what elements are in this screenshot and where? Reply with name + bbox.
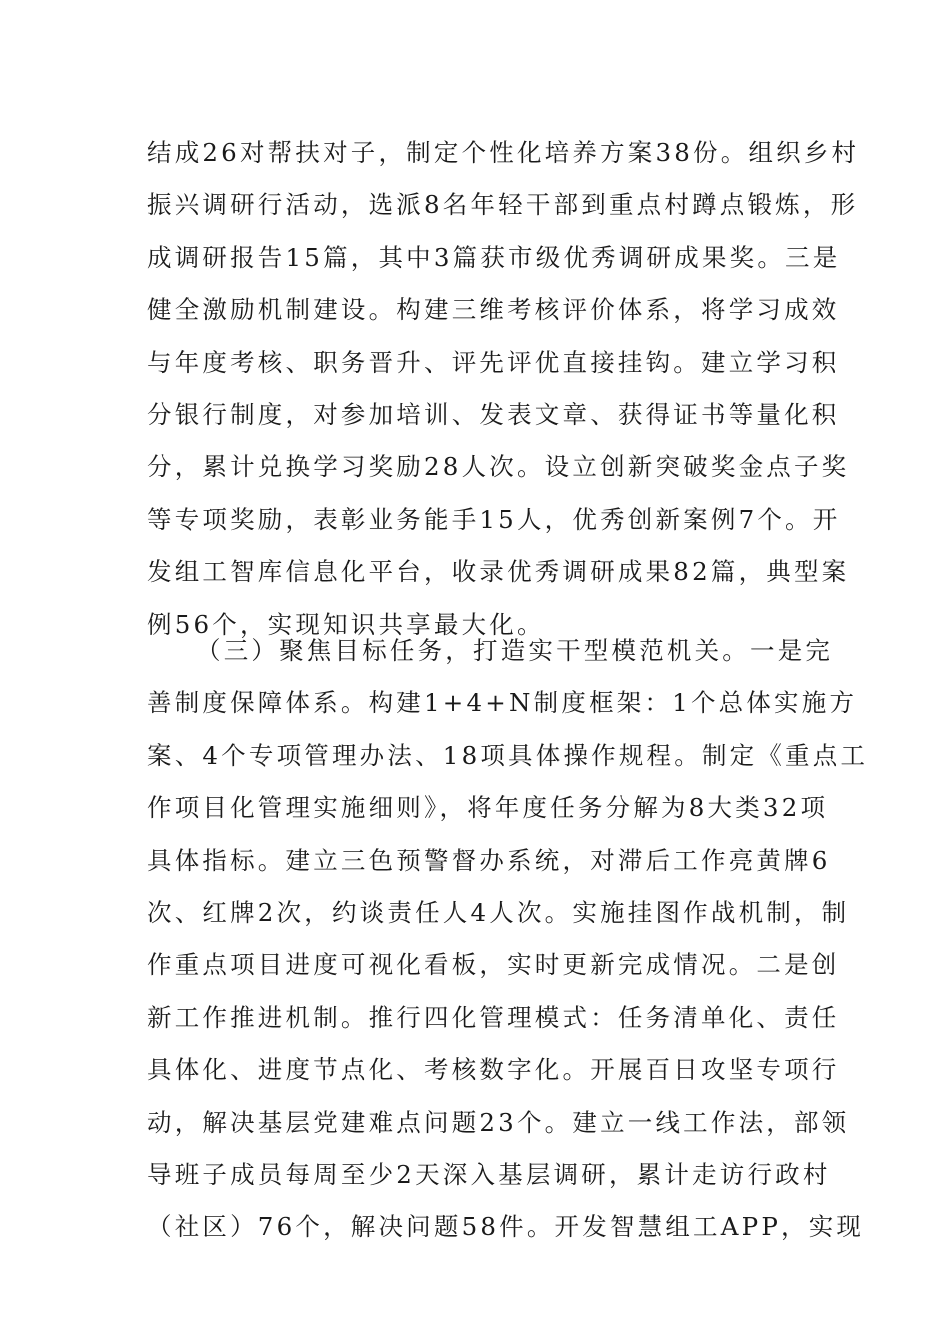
paragraph-2-line: 导班子成员每周至少2天深入基层调研，累计走访行政村 bbox=[147, 1159, 831, 1189]
paragraph-1-line: 分，累计兑换学习奖励28人次。设立创新突破奖金点子奖 bbox=[147, 452, 850, 482]
paragraph-2-line: 案、4个专项管理办法、18项具体操作规程。制定《重点工 bbox=[147, 740, 869, 770]
paragraph-1-line: 结成26对帮扶对子，制定个性化培养方案38份。组织乡村 bbox=[147, 138, 860, 167]
paragraph-2-line: 动，解决基层党建难点问题23个。建立一线工作法，部领 bbox=[147, 1107, 850, 1137]
paragraph-1-line: 振兴调研行活动，选派8名年轻干部到重点村蹲点锻炼，形 bbox=[147, 190, 859, 220]
paragraph-2-line: （社区）76个，解决问题58件。开发智慧组工APP，实现 bbox=[147, 1212, 865, 1242]
paragraph-1-line: 例56个，实现知识共享最大化。 bbox=[147, 609, 545, 639]
paragraph-2 bbox=[147, 625, 869, 1254]
paragraph-2-line: 具体化、进度节点化、考核数字化。开展百日攻坚专项行 bbox=[147, 1055, 840, 1085]
paragraph-1-line: 与年度考核、职务晋升、评先评优直接挂钩。建立学习积 bbox=[147, 347, 840, 377]
paragraph-2-line: 新工作推进机制。推行四化管理模式：任务清单化、责任 bbox=[147, 1002, 840, 1032]
paragraph-2-first-line: （三）聚焦目标任务，打造实干型模范机关。一是完 bbox=[196, 636, 834, 665]
paragraph-1-line: 成调研报告15篇，其中3篇获市级优秀调研成果奖。三是 bbox=[147, 242, 841, 272]
paragraph-2-line: 善制度保障体系。构建1+4+N制度框架：1个总体实施方 bbox=[147, 688, 858, 718]
paragraph-1-line: 健全激励机制建设。构建三维考核评价体系，将学习成效 bbox=[147, 295, 840, 325]
paragraph-2-line: 具体指标。建立三色预警督办系统，对滞后工作亮黄牌6 bbox=[147, 845, 831, 875]
paragraph-2-line: 作项目化管理实施细则》，将年度任务分解为8大类32项 bbox=[147, 793, 829, 823]
paragraph-2-line: 作重点项目进度可视化看板，实时更新完成情况。二是创 bbox=[147, 950, 840, 980]
paragraph-1-line: 分银行制度，对参加培训、发表文章、获得证书等量化积 bbox=[147, 399, 840, 429]
paragraph-1-line: 等专项奖励，表彰业务能手15人，优秀创新案例7个。开 bbox=[147, 504, 841, 534]
paragraph-1-line: 发组工智库信息化平台，收录优秀调研成果82篇，典型案 bbox=[147, 557, 850, 587]
paragraph-2-line: 次、红牌2次，约谈责任人4人次。实施挂图作战机制，制 bbox=[147, 897, 850, 927]
